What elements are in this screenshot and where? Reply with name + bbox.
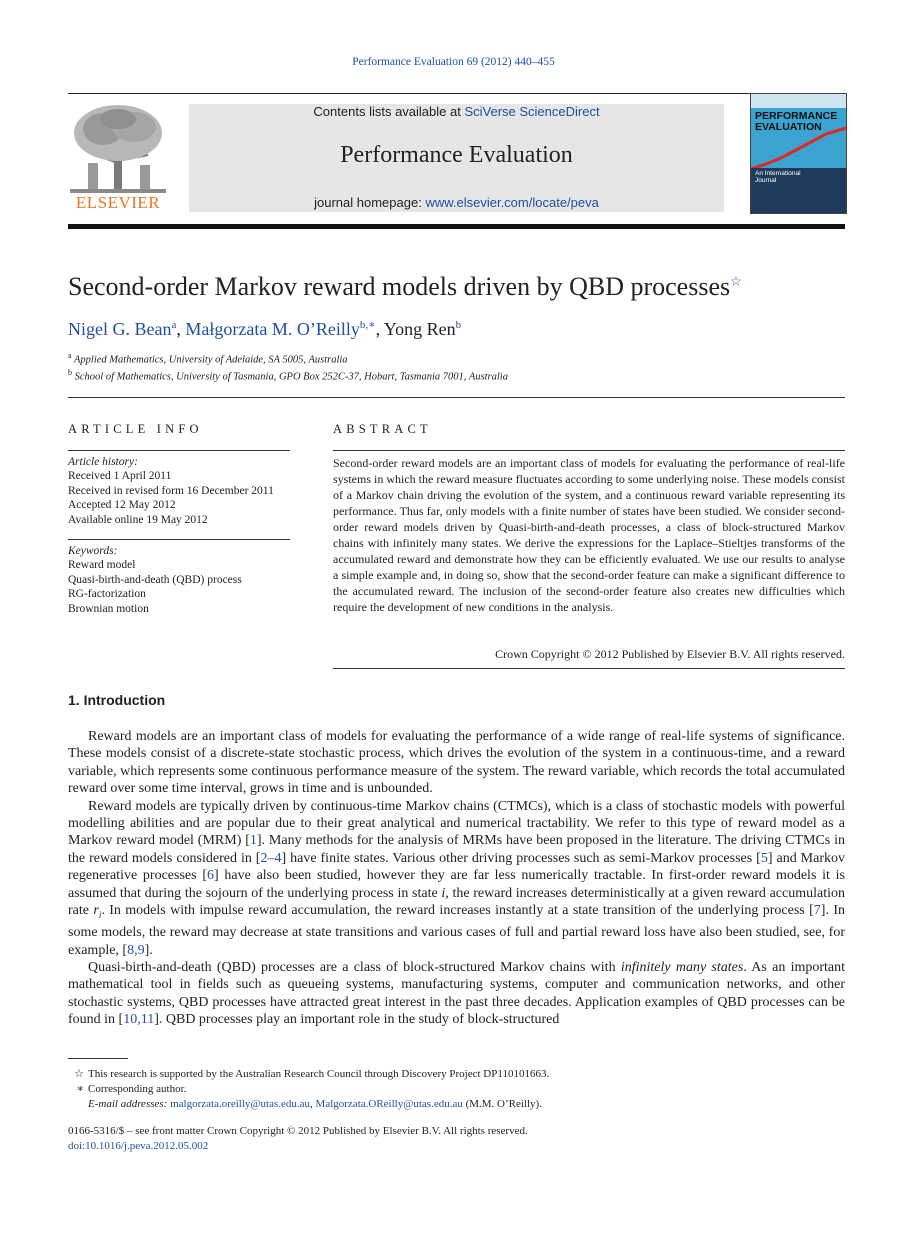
doi-link[interactable]: doi:10.1016/j.peva.2012.05.002 (68, 1140, 209, 1152)
paragraph: Reward models are typically driven by continuous-time Markov chains (CTMCs), which is a class of stochastic models with powerful modelling abilities and are popular due to their great analytical and numerical tractability. We refer to this type of reward model as a Markov reward model (MRM) [1]. Many methods for the analysis of MRMs have been proposed in the literature. The driving CTMCs in the reward models considered in [2–4] have finite states. Various other driving processes such as semi-Markov processes [5] and Markov regenerative processes [6] have also been studied, however they are far less numerically tractable. In first-order reward models it is assumed that during the sojourn of the underlying process in state i, the reward increases deterministically at a given reward accumulation rate $r_i$. In models with impulse reward accumulation, the reward increases instantly at a state transition of the underlying process [7]. In some models, the reward may decrease at state transitions and various cases of full and partial reward loss have also been studied, see, for example, [8,9]. (68, 798, 846, 958)
author-2-affil[interactable]: b,∗ (359, 319, 376, 331)
keyword-item: Brownian motion (68, 602, 149, 615)
homepage-prefix: journal homepage: (314, 195, 426, 210)
article-info-heading: ARTICLE INFO (68, 422, 203, 436)
journal-cover (750, 93, 847, 214)
citation-link[interactable]: 10,11 (123, 1012, 155, 1028)
abstract-heading: ABSTRACT (333, 422, 432, 436)
footnote-corresponding (68, 1082, 186, 1095)
article-title (68, 272, 742, 302)
author-1[interactable]: Nigel G. Bean (68, 319, 172, 339)
affiliation-b (68, 368, 508, 383)
affiliation-a-mark: a (68, 351, 72, 360)
abstract-text: Second-order reward models are an important class of models for evaluating the performance of real-life systems in which the reward measure fluctuates according to some underlying noise. These models consist of a Markov chain driving the evolution of the system, and a continuous reward variable representing its performance. Thus far, only models with a finite number of states have been studied. We consider second-order reward models driven by Quasi-birth-and-death processes, a class of block-structured Markov chains with infinitely many states. We derive the expressions for the Laplace–Stieltjes transforms of the accumulated reward and demonstrate how they can be efficiently evaluated. We use our results to analyse a simple example and, in doing so, show that the second-order feature can make a significant difference to the accumulated reward. The inclusion of the second-order feature also creates new difficulties which require the development of new conditions in the analysis. (333, 456, 845, 614)
affiliation-a-text: Applied Mathematics, University of Adelaide, SA 5005, Australia (74, 354, 348, 366)
history-label: Article history: (68, 456, 138, 468)
footnote-funding (68, 1067, 549, 1080)
running-head[interactable]: Performance Evaluation 69 (2012) 440–455 (352, 56, 555, 68)
keywords-label: Keywords: (68, 545, 118, 557)
keywords-rule (68, 539, 290, 540)
elsevier-logo (68, 103, 168, 215)
abstract-bottom-rule (333, 668, 845, 669)
affiliation-a (68, 351, 348, 366)
article-title-text: Second-order Markov reward models driven by QBD processes (68, 272, 731, 301)
affiliation-b-text: School of Mathematics, University of Tasmania, GPO Box 252C-37, Hobart, Tasmania 7001, Australia (74, 371, 508, 383)
author-3-affil[interactable]: b (455, 319, 462, 331)
footnote-corresponding-text: Corresponding author. (88, 1083, 187, 1095)
cover-title-1: PERFORMANCE (755, 110, 838, 122)
email-link[interactable]: malgorzata.oreilly@utas.edu.au (170, 1098, 311, 1110)
cover-title-2: EVALUATION (755, 121, 822, 133)
cover-subtitle (755, 170, 801, 184)
citation-link[interactable]: 1 (249, 833, 257, 849)
keywords (68, 544, 242, 616)
citation-link[interactable]: 7 (813, 903, 821, 919)
contents-line (189, 104, 724, 119)
cover-subtitle-2: Journal (755, 177, 777, 184)
article-info-rule (68, 450, 290, 451)
cover-subtitle-1: An International (755, 170, 801, 177)
journal-title: Performance Evaluation (340, 142, 573, 168)
citation-link[interactable]: 2–4 (260, 850, 282, 866)
email-label: E-mail addresses: (88, 1098, 171, 1110)
keyword-item: Reward model (68, 559, 136, 572)
issn-line: 0166-5316/$ – see front matter Crown Copyright © 2012 Published by Elsevier B.V. All rights reserved. (68, 1125, 528, 1137)
citation-link[interactable]: 6 (206, 868, 214, 884)
paragraph: Reward models are an important class of models for evaluating the performance of a wide range of real-life systems of significance. These models consist of a discrete-state stochastic process, which drives the evolution of the system in a continuous-time, and a reward variable, which represents some continuous performance measure of the system. The reward variable, which records the total accumulated reward over some time interval, grows in time and is unbounded. (68, 729, 845, 797)
author-list: Nigel G. Bean$^a$, Małgorzata M. O’Reilly$^{b,∗}$, Yong Ren$^b$ (68, 319, 462, 339)
author-3: Yong Ren (383, 319, 456, 339)
keyword-item: Quasi-birth-and-death (QBD) process (68, 573, 242, 586)
email-link[interactable]: Malgorzata.OReilly@utas.edu.au (315, 1098, 463, 1110)
section-heading-introduction: 1. Introduction (68, 692, 166, 708)
footnote-email: E-mail addresses: malgorzata.oreilly@utas.edu.au, Malgorzata.OReilly@utas.edu.au (M.M. O’Reilly). (88, 1098, 542, 1110)
article-history (68, 455, 274, 527)
sciencedirect-link[interactable]: SciVerse ScienceDirect (464, 104, 600, 119)
author-1-affil[interactable]: a (171, 319, 177, 331)
journal-banner (189, 104, 724, 212)
title-footnote-mark[interactable]: ☆ (730, 273, 742, 289)
history-online: Available online 19 May 2012 (68, 513, 208, 526)
abstract-rule (333, 450, 845, 451)
body-text (68, 728, 845, 1029)
cover-graph-icon (751, 121, 846, 174)
footnote-rule (68, 1058, 128, 1059)
homepage-line (189, 195, 724, 210)
author-2[interactable]: Małgorzata M. O’Reilly (185, 319, 360, 339)
cover-strip (751, 94, 846, 108)
history-revised: Received in revised form 16 December 2011 (68, 484, 274, 497)
banner-thick-rule (68, 224, 845, 229)
citation-link[interactable]: 5 (760, 850, 768, 866)
affiliation-b-mark: b (68, 368, 72, 377)
citation-link[interactable]: 8,9 (127, 942, 145, 958)
footnote-funding-text: This research is supported by the Australian Research Council through Discovery Project DP110101663. (88, 1068, 550, 1080)
homepage-link[interactable]: www.elsevier.com/locate/peva (425, 195, 599, 210)
doi-line (68, 1140, 208, 1152)
affiliation-rule (68, 397, 845, 398)
contents-prefix: Contents lists available at (313, 104, 465, 119)
footnote-star-mark: ☆ (74, 1068, 84, 1080)
history-received: Received 1 April 2011 (68, 470, 172, 483)
keyword-item: RG-factorization (68, 588, 146, 601)
paragraph: Quasi-birth-and-death (QBD) processes are a class of block-structured Markov chains with infinitely many states. As an important mathematical tool in fields such as queueing systems, manufacturing systems, computer and communication networks, and other stochastic systems, QBD processes have attracted great interest in the past three decades. Application examples of QBD processes can be found in [10,11]. QBD processes play an important role in the study of block-structured (68, 960, 845, 1028)
header-rule (68, 93, 845, 94)
abstract-copyright: Crown Copyright © 2012 Published by Elsevier B.V. All rights reserved. (495, 647, 845, 661)
history-accepted: Accepted 12 May 2012 (68, 499, 176, 512)
footnote-asterisk-mark: ∗ (76, 1083, 84, 1095)
publisher-name: ELSEVIER (75, 193, 161, 212)
